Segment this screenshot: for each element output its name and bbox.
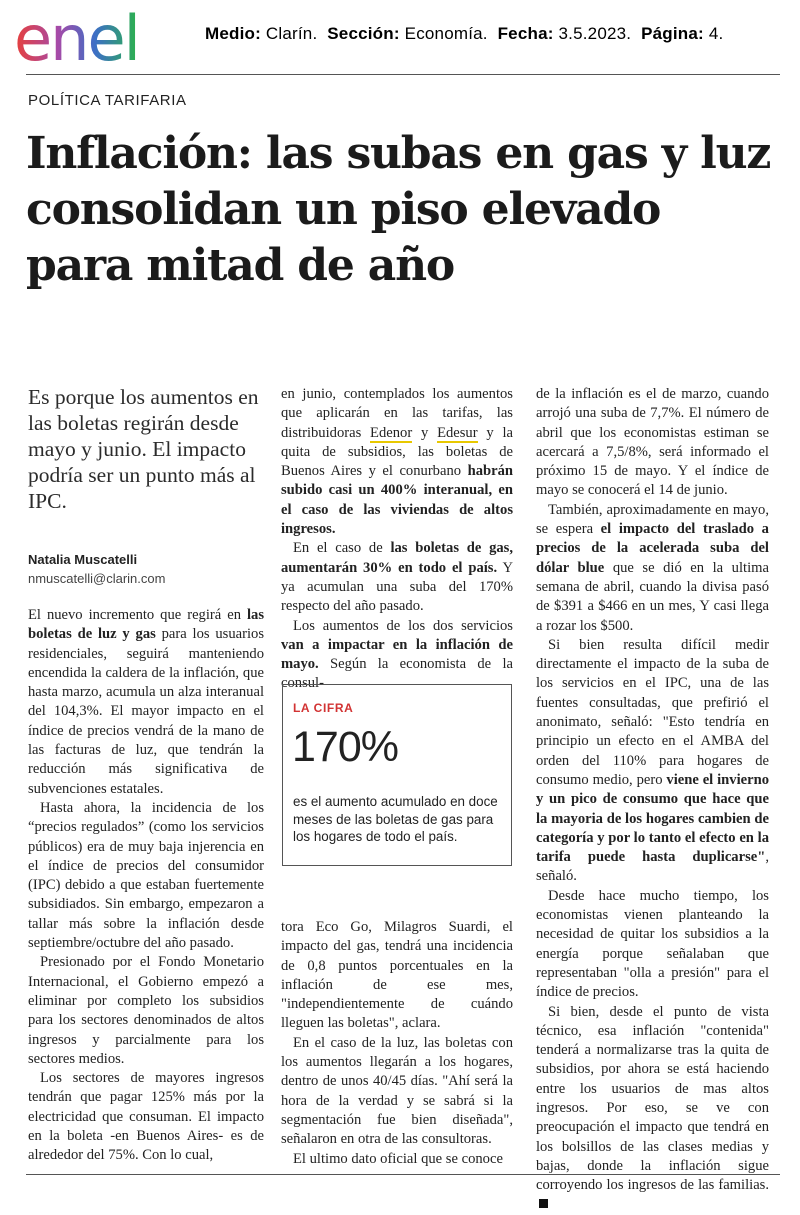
la-cifra-box — [282, 684, 512, 866]
top-divider — [26, 74, 780, 75]
paragraph: El ultimo dato oficial que se conoce — [293, 1150, 503, 1167]
company-edenor: Edenor — [370, 424, 413, 441]
author-email: nmuscatelli@clarin.com — [28, 571, 166, 586]
paragraph: Hasta ahora, la incidencia de los “precios regulados” (como los servicios públicos) era de muy baja injerencia en el índice de precios del consumidor (IPC) debido a que estaban fuertemente subsidiados. Sin embargo, empezaron a tallar más sobre la inflación desde septiembre/octubre del año pasado. — [28, 799, 264, 952]
text: Si bien resulta difícil medir directamente el impacto de la suba de los servicios en el IPC, una de las fuentes consultadas, que prefirió el anonimato, señaló: "Esto tendría en principio un efecto en el AMBA del orden del 110% para hogares de consumo medio, pero — [536, 636, 769, 788]
medio-value: Clarín. — [265, 24, 318, 43]
text: y — [412, 424, 438, 441]
bold-text: viene el invierno y un pico de consumo que hace que la mayoria de los hogares cambien de categoría y por lo tanto el efecto en la tarifa puede hasta duplicarse" — [536, 771, 769, 866]
article-subhead: Es porque los aumentos en las boletas regirán desde mayo y junio. El impacto podría ser un punto más al IPC. — [28, 385, 259, 513]
seccion-value: Economía. — [404, 24, 488, 43]
article-column-1 — [28, 606, 264, 1166]
bold-text: van a impactar en la inflación de mayo. — [281, 636, 513, 673]
fecha-label: Fecha: — [497, 24, 554, 43]
seccion-label: Sección: — [327, 24, 400, 43]
cifra-text: es el aumento acumulado en doce meses de las boletas de gas para los hogares de todo el país. — [293, 794, 498, 844]
cifra-label: LA CIFRA — [293, 701, 354, 715]
paragraph — [281, 539, 513, 616]
paragraph — [281, 617, 513, 694]
svg-text:enel: enel — [14, 6, 139, 68]
enel-logo — [10, 6, 190, 68]
paragraph: En el caso de la luz, las boletas con los aumentos llegarán a los hogares, dentro de unos 40/45 días. "Ahí será la hora de la verdad y se sabrá si la segmentación fue bien diseñada", señalaron en otra de las consultoras. — [281, 1034, 513, 1148]
text: , señaló. — [536, 849, 769, 885]
section-label: POLÍTICA TARIFARIA — [28, 92, 187, 109]
text: Según la economista de la consul- — [281, 656, 513, 692]
article-column-3 — [536, 385, 769, 1215]
bold-text: las boletas de luz y gas — [28, 607, 264, 643]
text: para los usuarios residenciales, seguirá manteniendo encendida la caldera de la inflación, que hasta marzo, acumula un alza interanual del 104,3%. El mayor impacto en el índice de precios vendrá de la mano de las facturas de luz, que tendrán la reducción más significativa de subvenciones estatales. — [28, 626, 265, 797]
bold-text: las boletas de gas, aumentarán 30% en todo el país. — [281, 540, 513, 576]
paragraph — [536, 636, 769, 887]
pagina-value: 4. — [708, 24, 724, 43]
text: El nuevo incremento que regirá en — [28, 607, 247, 623]
text: y la quita de subsidios, las boletas de Buenos Aires y el conurbano — [281, 424, 513, 480]
press-clipping-meta — [205, 24, 723, 44]
bold-text: el impacto del traslado a precios de la acelerada suba del dólar blue — [536, 521, 769, 576]
article-headline: Inflación: las subas en gas y luz consolidan un piso elevado para mitad de año — [26, 128, 771, 291]
end-of-article-mark — [539, 1199, 548, 1208]
author-name: Natalia Muscatelli — [28, 552, 138, 567]
text: Si bien, desde el punto de vista técnico, esa inflación "contenida" tenderá a normalizarse tras la quita de subsidios, por ahora se está haciendo entre los usuarios de mas altos ingresos. Por eso, se ve con preocupación el impacto que tendrá en los bolsillos de las clases medias y bajas, donde la inflación sigue corroyendo los ingresos de las familias. — [536, 1003, 769, 1194]
paragraph — [281, 385, 513, 539]
article-column-2-top — [281, 385, 513, 694]
company-edesur: Edesur — [437, 424, 478, 441]
text: en junio, contemplados los aumentos que aplicarán en las tarifas, las distribuidoras — [281, 386, 513, 441]
paragraph — [536, 501, 769, 636]
text: Y ya acumulan una suba del 170% respecto del año pasado. — [281, 559, 513, 615]
paragraph: de la inflación es el de marzo, cuando arrojó una suba de 7,7%. El número de abril que los economistas estiman se acercará a 7,5/8%, será informado el próximo 15 de mayo. Y el índice de mayo se conocerá el 14 de junio. — [536, 386, 769, 499]
text: que se dió en la ultima semana de abril, cuando la divisa pasó de $391 a $466 en un mes, Y casi llega a rozar los $500. — [536, 559, 769, 634]
paragraph — [536, 1003, 769, 1215]
article-column-2-bottom — [281, 918, 513, 1169]
text: En el caso de — [293, 540, 391, 557]
text: También, aproximadamente en mayo, se espera — [536, 501, 769, 538]
paragraph — [28, 606, 264, 799]
medio-label: Medio: — [205, 24, 261, 43]
cifra-value: 170% — [292, 723, 398, 771]
paragraph: Desde hace mucho tiempo, los economistas vienen planteando la necesidad de quitar los subsidios a la energía porque señalaban que representaban "olla a presión" para el índice de precios. — [536, 887, 769, 1001]
text: Los aumentos de los dos servicios — [293, 617, 513, 634]
pagina-label: Página: — [641, 24, 704, 43]
bottom-divider — [26, 1174, 780, 1175]
paragraph: Presionado por el Fondo Monetario Internacional, el Gobierno empezó a eliminar por completo los subsidios para los sectores denominados de altos ingresos y parcialmente para los sectores medios. — [28, 954, 264, 1067]
fecha-value: 3.5.2023. — [558, 24, 632, 43]
bold-text: habrán subido casi un 400% interanual, en el caso de las viviendas de altos ingresos. — [281, 463, 513, 538]
paragraph: Los sectores de mayores ingresos tendrán que pagar 125% más por la electricidad que consuman. El impacto en la boleta -en Buenos Aires- es de alrededor del 75%. Con lo cual, — [28, 1070, 264, 1164]
paragraph: tora Eco Go, Milagros Suardi, el impacto del gas, tendrá una incidencia de 0,8 puntos porcentuales en la inflación de ese mes, "independientemente de cuándo lleguen las boletas", aclara. — [281, 919, 513, 1032]
